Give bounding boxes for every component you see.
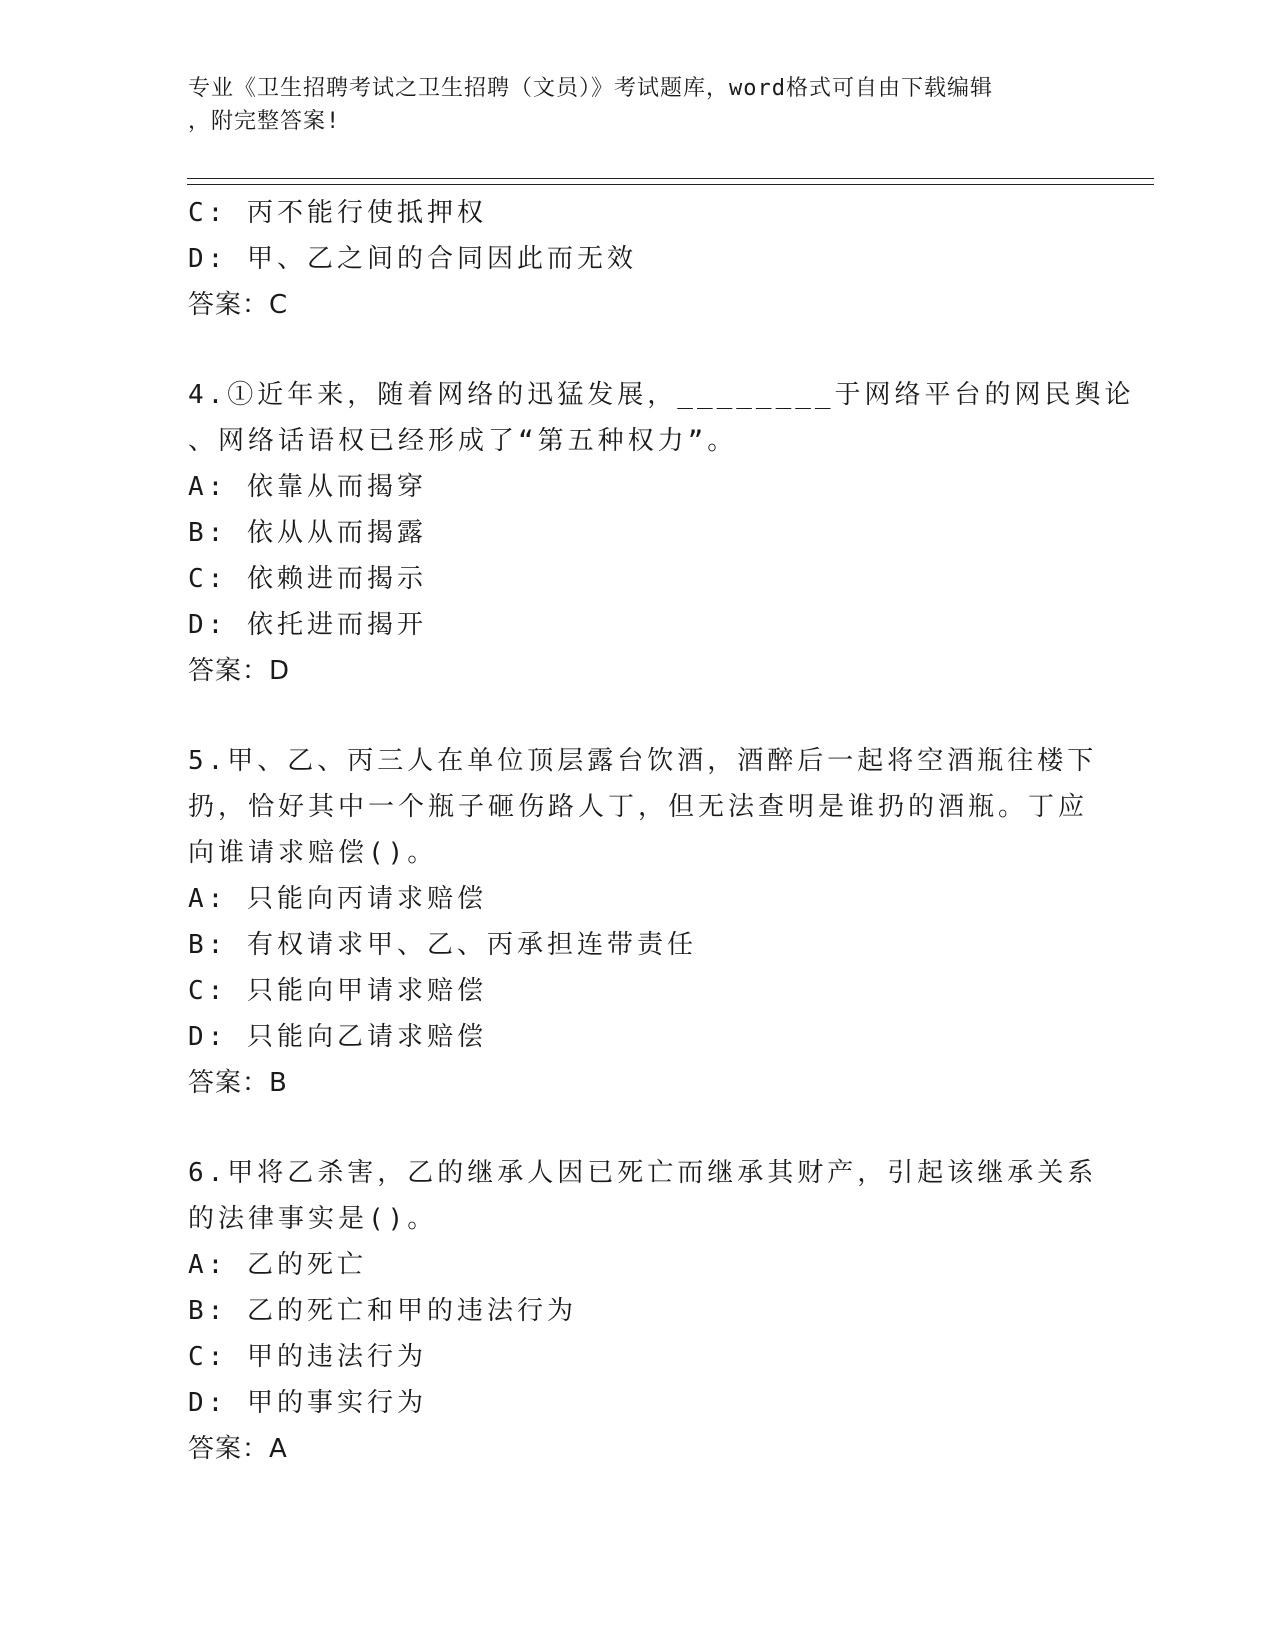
option-letter: A: (188, 1250, 228, 1280)
question-text-line: 向谁请求赔偿()。 (188, 838, 438, 868)
option-b (188, 510, 1068, 556)
option-d (188, 1014, 1068, 1060)
option-c (188, 1334, 1068, 1380)
header-line-1: 专业《卫生招聘考试之卫生招聘（文员）》考试题库，word格式可自由下载编辑 (188, 76, 993, 101)
option-d (188, 1380, 1068, 1426)
option-text: 只能向甲请求赔偿 (246, 976, 487, 1006)
option-c (188, 968, 1068, 1014)
option-text: 丙不能行使抵押权 (246, 198, 487, 228)
option-letter: D: (188, 1388, 228, 1418)
question-text-line: 的法律事实是()。 (188, 1204, 438, 1234)
option-text: 有权请求甲、乙、丙承担连带责任 (246, 930, 697, 960)
question-6 (188, 1150, 1098, 1472)
option-text: 甲的事实行为 (246, 1388, 427, 1418)
option-text: 只能向乙请求赔偿 (246, 1022, 487, 1052)
option-text: 依靠从而揭穿 (246, 472, 427, 502)
document-header (188, 72, 1068, 138)
question-text-line: 5.甲、乙、丙三人在单位顶层露台饮酒，酒醉后一起将空酒瓶往楼下 (188, 746, 1098, 776)
question-text-line: 6.甲将乙杀害，乙的继承人因已死亡而继承其财产，引起该继承关系 (188, 1158, 1098, 1188)
option-text: 依托进而揭开 (246, 610, 427, 640)
answer-line: 答案：A (188, 1434, 288, 1464)
option-letter: B: (188, 1296, 228, 1326)
option-a (188, 876, 1068, 922)
option-text: 依从从而揭露 (246, 518, 427, 548)
question-text-line: 扔，恰好其中一个瓶子砸伤路人丁，但无法查明是谁扔的酒瓶。丁应 (188, 792, 1089, 822)
option-a (188, 1242, 1068, 1288)
option-b (188, 922, 1068, 968)
option-text: 只能向丙请求赔偿 (246, 884, 487, 914)
question-4 (188, 372, 1135, 694)
option-letter: D: (188, 610, 228, 640)
option-letter: B: (188, 930, 228, 960)
header-divider-top (187, 178, 1154, 179)
question-3-continued (188, 190, 1068, 328)
option-a (188, 464, 1068, 510)
option-letter: D: (188, 244, 228, 274)
option-letter: A: (188, 884, 228, 914)
answer-line: 答案：C (188, 290, 289, 320)
option-letter: C: (188, 198, 228, 228)
option-c (188, 556, 1068, 602)
option-text: 乙的死亡 (246, 1250, 367, 1280)
header-divider-bottom (187, 184, 1154, 185)
option-letter: A: (188, 472, 228, 502)
option-text: 甲的违法行为 (246, 1342, 427, 1372)
option-text: 甲、乙之间的合同因此而无效 (246, 244, 637, 274)
option-letter: D: (188, 1022, 228, 1052)
answer-line: 答案：D (188, 656, 291, 686)
option-c (188, 190, 1068, 236)
question-text-line: 、网络话语权已经形成了“第五种权力”。 (188, 426, 738, 456)
option-d (188, 602, 1068, 648)
question-list (188, 190, 1135, 1472)
option-b (188, 1288, 1068, 1334)
option-letter: C: (188, 564, 228, 594)
option-d (188, 236, 1068, 282)
header-line-2: ，附完整答案! (188, 109, 341, 134)
question-5 (188, 738, 1098, 1106)
option-letter: C: (188, 1342, 228, 1372)
option-letter: B: (188, 518, 228, 548)
option-text: 乙的死亡和甲的违法行为 (246, 1296, 577, 1326)
answer-line: 答案：B (188, 1068, 288, 1098)
question-text-line: 4.①近年来，随着网络的迅猛发展，________于网络平台的网民舆论 (188, 380, 1135, 410)
option-text: 依赖进而揭示 (246, 564, 427, 594)
option-letter: C: (188, 976, 228, 1006)
